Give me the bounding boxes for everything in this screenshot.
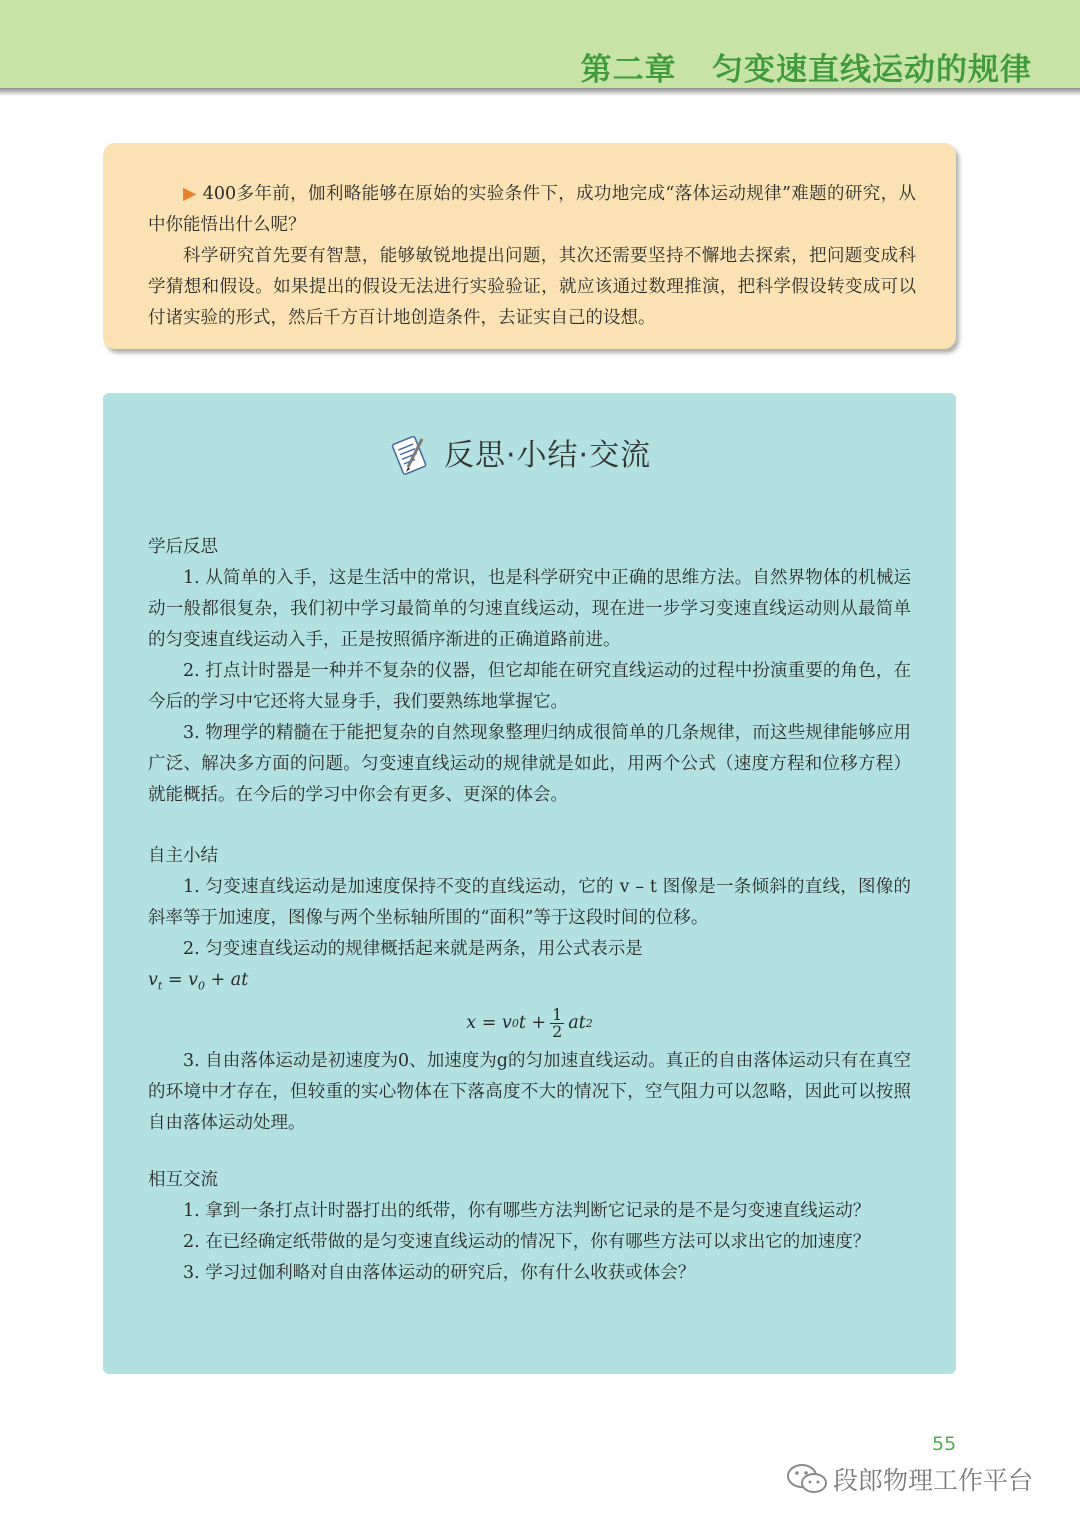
- exchange-section: [148, 1165, 911, 1289]
- play-arrow-icon: ▶: [183, 184, 197, 204]
- panel-header: [388, 430, 651, 480]
- fraction: $\frac{1}{2}$: [552, 1005, 563, 1041]
- summary-section: [148, 841, 911, 1139]
- reflection-item: 1. 从简单的入手，这是生活中的常识，也是科学研究中正确的思维方法。自然界物体的机械运动一般都很复杂，我们初中学习最简单的匀速直线运动，现在进一步学习变速直线运动则从最简单的匀变速直线运动入手，正是按照循序渐进的正确道路前进。: [148, 568, 911, 650]
- page-number: 55: [932, 1433, 957, 1455]
- summary-item: 1. 匀变速直线运动是加速度保持不变的直线运动，它的 v – t 图像是一条倾斜的直线，图像的斜率等于加速度，图像与两个坐标轴所围的“面积”等于这段时间的位移。: [148, 877, 911, 928]
- reflection-heading: 学后反思: [148, 537, 218, 557]
- reflection-section: [148, 532, 911, 811]
- displacement-formula: x = v 0 t + $\frac{1}{2}$ at 2: [466, 1005, 593, 1041]
- reflection-item: 2. 打点计时器是一种并不复杂的仪器，但它却能在研究直线运动的过程中扮演重要的角色，在今后的学习中它还将大显身手，我们要熟练地掌握它。: [148, 661, 911, 712]
- chapter-title: 第二章 匀变速直线运动的规律: [580, 52, 1032, 88]
- intro-box: [103, 143, 956, 349]
- header-shadow: [0, 88, 1080, 96]
- intro-question-text: 400多年前，伽利略能够在原始的实验条件下，成功地完成“落体运动规律”难题的研究，从中你能悟出什么呢？: [148, 184, 916, 235]
- summary-item: 2. 匀变速直线运动的规律概括起来就是两条，用公式表示是: [183, 939, 643, 959]
- exchange-heading: 相互交流: [148, 1170, 218, 1190]
- watermark: [785, 1459, 1033, 1499]
- notepad-pencil-icon: [388, 433, 432, 477]
- summary-heading: 自主小结: [148, 846, 218, 866]
- intro-answer: 科学研究首先要有智慧，能够敏锐地提出问题，其次还需要坚持不懈地去探索，把问题变成科学猜想和假设。如果提出的假设无法进行实验验证，就应该通过数理推演，把科学假设转变成可以付诸实验的形式，然后千方百计地创造条件，去证实自己的设想。: [148, 246, 916, 328]
- exchange-item: 1. 拿到一条打点计时器打出的纸带，你有哪些方法判断它记录的是不是匀变速直线运动？: [183, 1201, 871, 1221]
- intro-question: [148, 179, 916, 241]
- panel-title: 反思·小结·交流: [444, 437, 652, 473]
- reflection-item: 3. 物理学的精髓在于能把复杂的自然现象整理归纳成很简单的几条规律，而这些规律能够应用广泛、解决多方面的问题。匀变速直线运动的规律就是如此，用两个公式（速度方程和位移方程）就能概括。在今后的学习中你会有更多、更深的体会。: [148, 723, 911, 805]
- watermark-text: 段郎物理工作平台: [833, 1466, 1034, 1495]
- exchange-item: 3. 学习过伽利略对自由落体运动的研究后，你有什么收获或体会？: [183, 1263, 696, 1283]
- summary-item: 3. 自由落体运动是初速度为0、加速度为g的匀加速直线运动。真正的自由落体运动只有在真空的环境中才存在，但较重的实心物体在下落高度不大的情况下，空气阻力可以忽略，因此可以按照自由落体运动处理。: [148, 1050, 911, 1133]
- summary-panel: [103, 393, 956, 1374]
- velocity-formula: $v_t = v_0$ + at: [148, 970, 249, 993]
- exchange-item: 2. 在已经确定纸带做的是匀变速直线运动的情况下，你有哪些方法可以求出它的加速度？: [183, 1232, 871, 1252]
- wechat-icon: [785, 1461, 829, 1497]
